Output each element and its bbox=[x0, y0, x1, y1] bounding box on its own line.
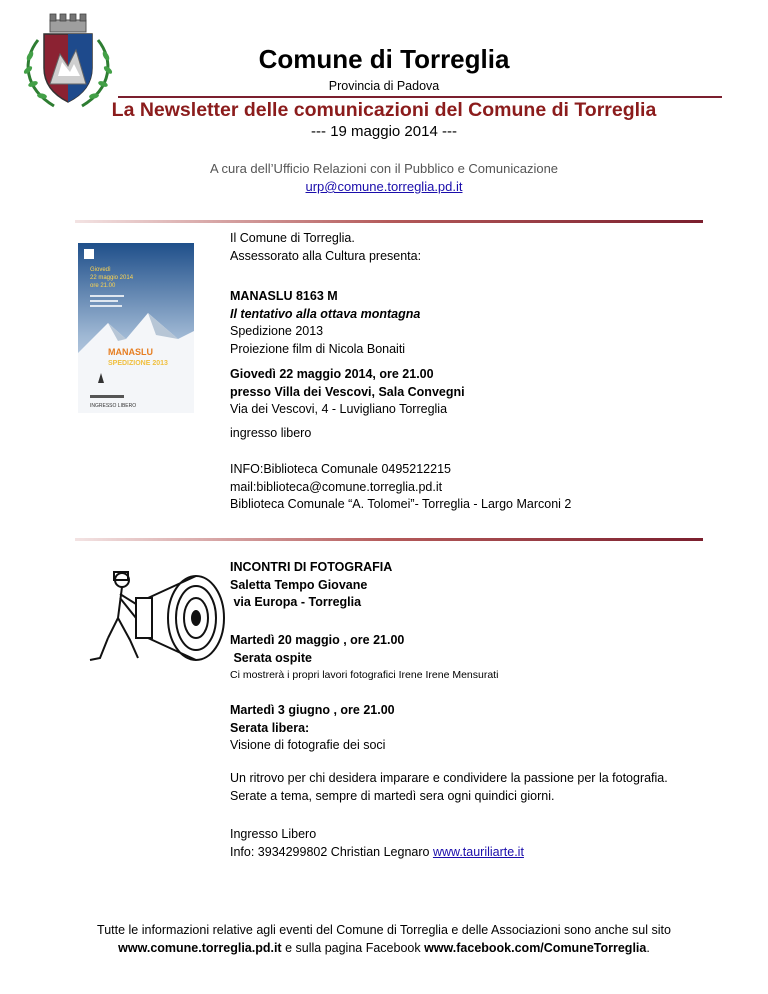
newsletter-date: --- 19 maggio 2014 --- bbox=[311, 123, 457, 140]
footer-end: . bbox=[646, 941, 650, 955]
section-divider bbox=[75, 538, 703, 541]
footer bbox=[0, 921, 768, 957]
svg-text:SPEDIZIONE 2013: SPEDIZIONE 2013 bbox=[108, 360, 168, 367]
event2-entry: Ingresso Libero bbox=[230, 827, 317, 841]
event1-when-where bbox=[230, 366, 465, 419]
event2-desc2: Serata libera: bbox=[230, 720, 310, 735]
event1-info-library: Biblioteca Comunale “A. Tolomei”- Torreglia - Largo Marconi 2 bbox=[230, 497, 572, 511]
page-title: Comune di Torreglia bbox=[258, 44, 510, 74]
tauriliarte-link[interactable]: www.tauriliarte.it bbox=[432, 844, 524, 859]
event2-para: Un ritrovo per chi desidera imparare e condividere la passione per la fotografia. bbox=[230, 771, 668, 785]
event2-para: Serate a tema, sempre di martedì sera ogni quindici giorni. bbox=[230, 788, 555, 803]
footer-line: Tutte le informazioni relative agli eventi del Comune di Torreglia e delle Associazioni sono anche sul sito bbox=[97, 923, 671, 937]
event2-venue: Saletta Tempo Giovane bbox=[230, 577, 368, 592]
event1-when: Giovedì 22 maggio 2014, ore 21.00 bbox=[230, 367, 434, 381]
footer-text: e sulla pagina Facebook bbox=[281, 941, 425, 955]
footer-links bbox=[0, 939, 768, 957]
event2-session1 bbox=[230, 632, 498, 685]
svg-text:MANASLU: MANASLU bbox=[108, 347, 153, 357]
event1-line: Proiezione film di Nicola Bonaiti bbox=[230, 341, 406, 356]
photographer-icon bbox=[78, 568, 228, 668]
svg-text:Giovedì: Giovedì bbox=[90, 267, 111, 273]
event1-info-mail: mail:biblioteca@comune.torreglia.pd.it bbox=[230, 479, 443, 494]
event1-entry: ingresso libero bbox=[230, 426, 312, 440]
urp-email-link[interactable]: urp@comune.torreglia.pd.it bbox=[305, 179, 463, 194]
event2-info-text: Info: 3934299802 Christian Legnaro bbox=[230, 844, 433, 859]
event1-intro-line: Il Comune di Torreglia. bbox=[230, 231, 355, 245]
event2-session2 bbox=[230, 702, 395, 755]
event1-where: presso Villa dei Vescovi, Sala Convegni bbox=[230, 384, 465, 399]
event1-intro-line: Assessorato alla Cultura presenta: bbox=[230, 248, 422, 263]
urp-email-row bbox=[0, 179, 768, 194]
event2-note2: Visione di fotografie dei soci bbox=[230, 738, 386, 752]
event2-street: via Europa - Torreglia bbox=[230, 595, 362, 609]
section-divider bbox=[75, 220, 703, 223]
event2-info bbox=[230, 844, 524, 862]
event1-details bbox=[230, 288, 420, 358]
event2-date1: Martedì 20 maggio , ore 21.00 bbox=[230, 633, 405, 647]
province-label: Provincia di Padova bbox=[328, 79, 440, 93]
event1-subtitle: Il tentativo alla ottava montagna bbox=[230, 306, 421, 321]
newsletter-headline: La Newsletter delle comunicazioni del Comune di Torreglia bbox=[111, 99, 657, 121]
event1-info-phone: INFO:Biblioteca Comunale 0495212215 bbox=[230, 462, 451, 476]
footer-facebook-link[interactable]: www.facebook.com/ComuneTorreglia bbox=[424, 941, 647, 955]
curated-by: A cura dell’Ufficio Relazioni con il Pubblico e Comunicazione bbox=[209, 161, 559, 176]
event2-description bbox=[230, 770, 668, 805]
event2-desc1: Serata ospite bbox=[230, 650, 312, 665]
event1-title: MANASLU 8163 M bbox=[230, 289, 338, 303]
event2-contact bbox=[230, 826, 524, 861]
event1-address: Via dei Vescovi, 4 - Luvigliano Torreglia bbox=[230, 402, 448, 416]
event1-intro bbox=[230, 230, 421, 265]
event2-date2: Martedì 3 giugno , ore 21.00 bbox=[230, 703, 395, 717]
footer-site-link[interactable]: www.comune.torreglia.pd.it bbox=[118, 941, 282, 955]
event2-header bbox=[230, 559, 392, 612]
manaslu-poster bbox=[78, 243, 194, 413]
event2-title: INCONTRI DI FOTOGRAFIA bbox=[230, 560, 393, 574]
event1-line: Spedizione 2013 bbox=[230, 324, 324, 338]
svg-text:ore 21.00: ore 21.00 bbox=[90, 283, 116, 289]
svg-text:INGRESSO LIBERO: INGRESSO LIBERO bbox=[90, 403, 137, 409]
event1-info bbox=[230, 461, 571, 514]
svg-text:22 maggio 2014: 22 maggio 2014 bbox=[90, 275, 134, 281]
event2-note1: Ci mostrerà i propri lavori fotografici Irene Irene Mensurati bbox=[230, 669, 499, 681]
